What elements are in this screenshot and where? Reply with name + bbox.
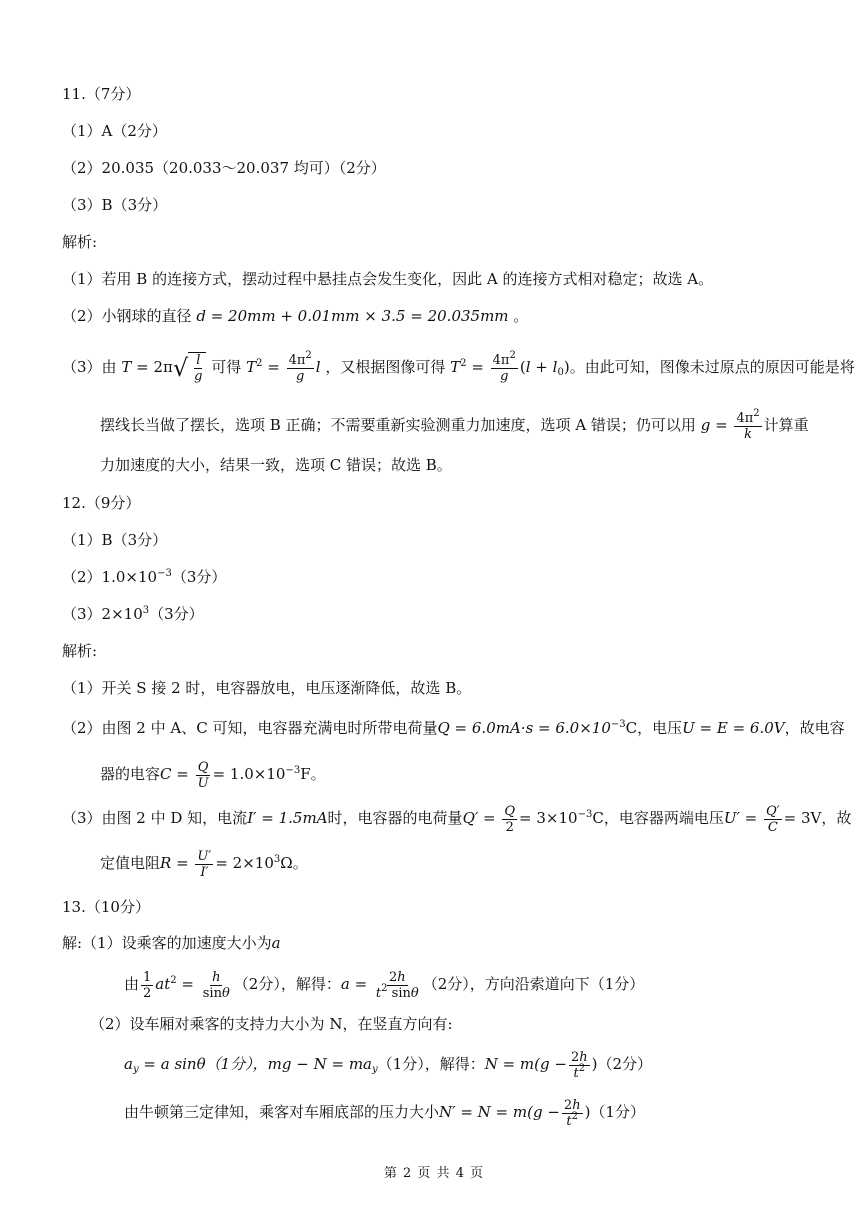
- q13-header: 13.（10分）: [62, 898, 150, 916]
- q11-answer-3: （3）B（3分）: [62, 196, 168, 214]
- q13-step1-label: 解:（1）设乘客的加速度大小为a: [62, 934, 281, 952]
- sqrt-l-over-g: √ $\frac{l}{g}$: [173, 352, 207, 384]
- q11-explain-3-prefix: （3）由: [62, 358, 117, 376]
- q12-explain-3-line2: 定值电阻R = $\frac{U'}{I'}$ = $2\times 10^3\Omega$。: [100, 848, 308, 880]
- q12-header: 12.（9分）: [62, 494, 141, 512]
- q11-answer-1: （1）A（2分）: [62, 122, 167, 140]
- q12-explain-2-line2: 器的电容C = $\frac{Q}{U}$ = $1.0\times 10^{-3}F$。: [100, 759, 326, 791]
- q11-explain-3-line2-prefix: 摆线长当做了摆长，选项 B 正确；不需要重新实验测重力加速度，选项 A 错误；仍可以用: [100, 416, 696, 434]
- q11-explain-2-suffix: 。: [513, 307, 529, 325]
- q11-explain-3-mid1: 可得: [211, 358, 242, 376]
- q11-explain-3-suffix: 。由此可知，图像未过原点的原因可能是将: [569, 358, 855, 376]
- q11-explain-3-line2-suffix: 计算重: [763, 416, 809, 434]
- q11-explain-3-line2: 摆线长当做了摆长，选项 B 正确；不需要重新实验测重力加速度，选项 A 错误；仍可以用 g = $\frac{4\pi^2}{k}$ 计算重: [100, 407, 809, 442]
- q11-explain-1: （1）若用 B 的连接方式，摆动过程中悬挂点会发生变化，因此 A 的连接方式相对稳定；故选 A。: [62, 270, 714, 288]
- q11-explain-3-mid2: ，又根据图像可得: [325, 358, 446, 376]
- q11-explain-3-line3: 力加速度的大小，结果一致，选项 C 错误；故选 B。: [100, 456, 452, 474]
- q13-step1-equation: 由 $\frac{1}{2}$ $at^2$ = $\frac{h}{\sin\theta}$ （2分），解得：a = $\frac{2h}{t^2 \sin\theta}$ （2分），方向沿索道向下（1分）: [124, 969, 645, 1001]
- q12-explain-2: （2）由图 2 中 A、C 可知，电容器充满电时所带电荷量$Q = 6.0mA\cdot s = 6.0\times 10^{-3}C$，电压U = E = 6.0V，故电容: [62, 719, 845, 737]
- page-footer: 第 2 页 共 4 页: [383, 1166, 485, 1181]
- q12-answer-2: $(2)1.0\times 10^{-3}(3$分）: [62, 568, 227, 586]
- q11-explain-2: [62, 306, 528, 326]
- q12-answer-3: $(3)2\times 10^3(3$分）: [62, 605, 204, 623]
- q11-analysis-label: 解析:: [62, 233, 98, 251]
- q13-step2-newton-third: 由牛顿第三定律知，乘客对车厢底部的压力大小N′ = N = m(g − $\frac{2h}{t^2}$ )（1分）: [124, 1097, 645, 1129]
- q12-analysis-label: 解析:: [62, 642, 98, 660]
- q12-answer-1: （1）B（3分）: [62, 531, 168, 549]
- q11-explain-3: （3）由 T = 2π √ $\frac{l}{g}$ 可得 $T^2$ = $\frac{4\pi^2}{g}$ l ，又根据图像可得 $T^2$ = $\frac{4\pi^2}{g}$ $(l + l_0)$。由此可知，图像未过原点的原因可能是将: [62, 349, 855, 384]
- q12-explain-1: （1）开关 S 接 2 时，电容器放电，电压逐渐降低，故选 B。: [62, 679, 472, 697]
- q11-explain-2-prefix: （2）小钢球的直径: [62, 307, 192, 325]
- q13-step2-label: （2）设车厢对乘客的支持力大小为 N，在竖直方向有:: [90, 1015, 453, 1033]
- q11-answer-2: （2）20.035（20.033～20.037 均可）（2分）: [62, 159, 386, 177]
- q13-step2-equations: $a_y = a$ sinθ（1分），mg − $N = ma_y(1$分），解得：N = m(g − $\frac{2h}{t^2}$ )（2分）: [124, 1049, 653, 1081]
- q12-explain-3: （3）由图 2 中 D 知，电流I′ = 1.5mA时，电容器的电荷量Q′ = $\frac{Q}{2}$ = $3\times 10^{-3}C$，电容器两端电压U′ = $\frac{Q'}{C}$ = 3V，故: [62, 803, 852, 835]
- q11-diameter-formula: d = 20mm + 0.01mm × 3.5 = 20.035mm: [196, 307, 509, 325]
- q11-header: 11.（7分）: [62, 85, 141, 103]
